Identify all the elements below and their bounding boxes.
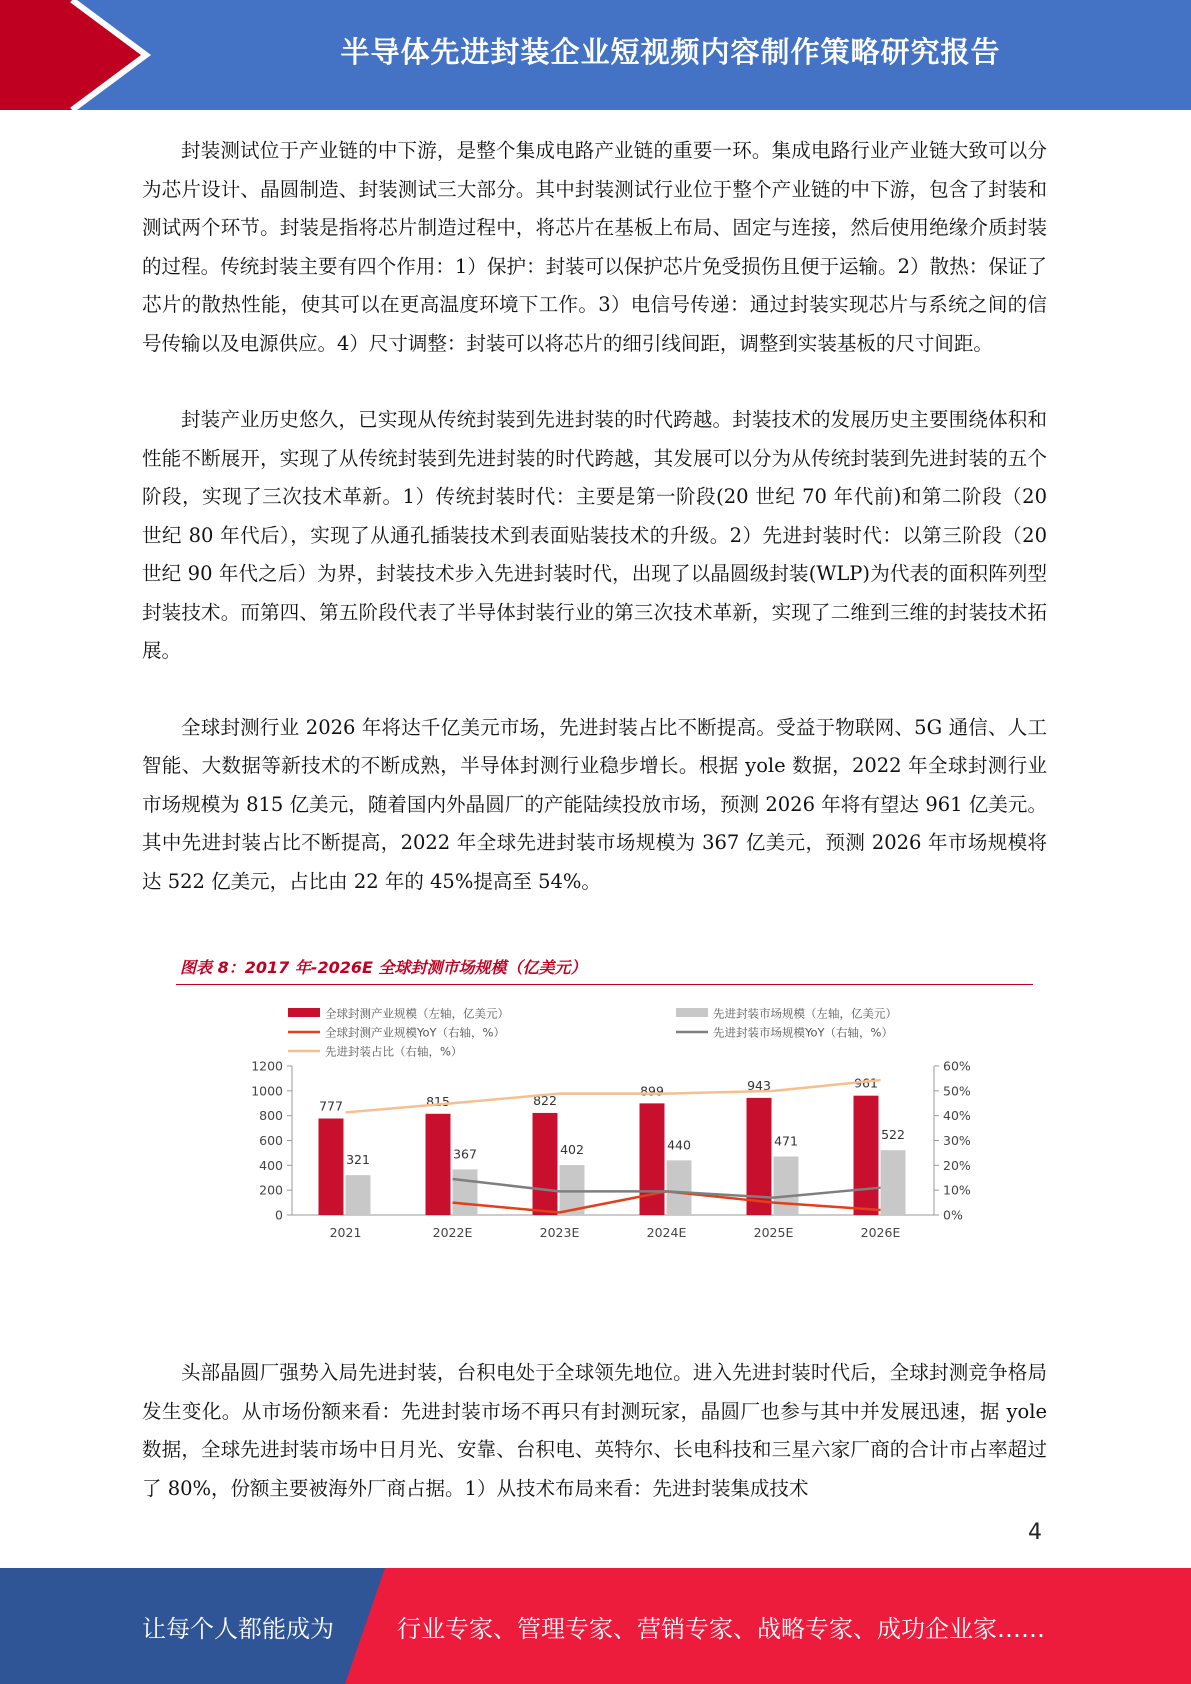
figure-market-size bbox=[176, 955, 1036, 1285]
left-tick-label: 1200 bbox=[251, 1058, 283, 1074]
bar-value-label: 943 bbox=[747, 1077, 771, 1093]
market-size-chart bbox=[176, 991, 1036, 1283]
right-tick-label: 20% bbox=[943, 1157, 971, 1173]
right-tick-label: 0% bbox=[943, 1207, 963, 1223]
footer-slogan-left: 让每个人都能成为 bbox=[142, 1614, 334, 1643]
paragraph-1: 封装测试位于产业链的中下游，是整个集成电路产业链的重要一环。集成电路行业产业链大致可以分为芯片设计、晶圆制造、封装测试三大部分。其中封装测试行业位于整个产业链的中下游，包含了封装和测试两个环节。封装是指将芯片制造过程中，将芯片在基板上布局、固定与连接，然后使用绝缘介质封装的过程。传统封装主要有四个作用：1）保护：封装可以保护芯片免受损伤且便于运输。2）散热：保证了芯片的散热性能，使其可以在更高温度环境下工作。3）电信号传递：通过封装实现芯片与系统之间的信号传输以及电源供应。4）尺寸调整：封装可以将芯片的细引线间距，调整到实装基板的尺寸间距。 bbox=[142, 139, 1047, 355]
paragraph-3: 全球封测行业 2026 年将达千亿美元市场，先进封装占比不断提高。受益于物联网、5G 通信、人工智能、大数据等新技术的不断成熟，半导体封测行业稳步增长。根据 yole 数据，2022 年全球封测行业市场规模为 815 亿美元，随着国内外晶圆厂的产能陆续投放市场，预测 2026 年将有望达 961 亿美元。其中先进封装占比不断提高，2022 年全球先进封装市场规模为 367 亿美元，预测 2026 年市场规模将达 522 亿美元，占比由 22 年的 45%提高至 54%。 bbox=[142, 715, 1047, 893]
bar-value-label: 440 bbox=[667, 1137, 691, 1153]
bar-advanced-2025E bbox=[774, 1157, 799, 1215]
bar-advanced-2024E bbox=[667, 1160, 692, 1215]
x-tick-label: 2021 bbox=[329, 1225, 362, 1240]
bar-total-2026E bbox=[854, 1096, 879, 1215]
right-tick-label: 40% bbox=[943, 1108, 971, 1124]
report-body-continued bbox=[142, 1354, 1047, 1508]
right-tick-label: 60% bbox=[943, 1058, 971, 1074]
bar-total-2022E bbox=[426, 1114, 451, 1215]
x-tick-label: 2025E bbox=[753, 1225, 794, 1240]
right-tick-label: 10% bbox=[943, 1182, 971, 1198]
x-tick-label: 2022E bbox=[432, 1225, 473, 1240]
legend-label-5: 先进封装占比（右轴，%） bbox=[325, 1044, 463, 1059]
bar-advanced-2022E bbox=[453, 1169, 478, 1215]
x-tick-label: 2024E bbox=[646, 1225, 687, 1240]
left-tick-label: 800 bbox=[259, 1108, 283, 1124]
left-tick-label: 400 bbox=[259, 1157, 283, 1173]
legend-swatch-1 bbox=[288, 1008, 320, 1017]
left-tick-label: 1000 bbox=[251, 1083, 283, 1099]
right-tick-label: 50% bbox=[943, 1083, 971, 1099]
bar-value-label: 777 bbox=[319, 1098, 343, 1114]
bar-value-label: 822 bbox=[533, 1092, 557, 1108]
legend-label-4: 先进封装市场规模YoY（右轴，%） bbox=[713, 1025, 893, 1040]
figure-title: 图表 8：2017 年-2026E 全球封测市场规模（亿美元） bbox=[180, 958, 587, 977]
bar-total-2023E bbox=[533, 1113, 558, 1215]
bar-value-label: 899 bbox=[640, 1083, 664, 1099]
x-tick-label: 2023E bbox=[539, 1225, 580, 1240]
bar-advanced-2026E bbox=[881, 1150, 906, 1215]
x-tick-label: 2026E bbox=[860, 1225, 901, 1240]
page-number: 4 bbox=[1028, 1520, 1042, 1545]
report-body bbox=[142, 132, 1047, 939]
page-footer bbox=[0, 1568, 1191, 1684]
paragraph-4: 头部晶圆厂强势入局先进封装，台积电处于全球领先地位。进入先进封装时代后，全球封测竞争格局发生变化。从市场份额来看：先进封装市场不再只有封测玩家，晶圆厂也参与其中并发展迅速，据 yole 数据，全球先进封装市场中日月光、安靠、台积电、英特尔、长电科技和三星六家厂商的合计市占率超过了 80%，份额主要被海外厂商占据。1）从技术布局来看：先进封装集成技术 bbox=[142, 1361, 1047, 1500]
bar-value-label: 522 bbox=[881, 1127, 905, 1143]
bar-value-label: 815 bbox=[426, 1093, 450, 1109]
bar-total-2021 bbox=[319, 1119, 344, 1215]
footer-slogan-right: 行业专家、管理专家、营销专家、战略专家、成功企业家…… bbox=[397, 1614, 1045, 1643]
legend-label-2: 先进封装市场规模（左轴，亿美元） bbox=[713, 1006, 897, 1021]
left-tick-label: 200 bbox=[259, 1182, 283, 1198]
header-arrow-decoration bbox=[0, 0, 160, 110]
legend-label-1: 全球封测产业规模（左轴，亿美元） bbox=[325, 1006, 509, 1021]
bar-value-label: 367 bbox=[453, 1146, 477, 1162]
left-tick-label: 0 bbox=[275, 1207, 283, 1223]
bar-advanced-2021 bbox=[346, 1175, 371, 1215]
bar-value-label: 961 bbox=[854, 1075, 878, 1091]
bar-value-label: 321 bbox=[346, 1152, 370, 1168]
report-title: 半导体先进封装企业短视频内容制作策略研究报告 bbox=[340, 34, 1001, 69]
paragraph-2: 封装产业历史悠久，已实现从传统封装到先进封装的时代跨越。封装技术的发展历史主要围绕体积和性能不断展开，实现了从传统封装到先进封装的时代跨越，其发展可以分为从传统封装到先进封装的五个阶段，实现了三次技术革新。1）传统封装时代：主要是第一阶段(20 世纪 70 年代前)和第二阶段（20 世纪 80 年代后），实现了从通孔插装技术到表面贴装技术的升级。2）先进封装时代：以第三阶段（20 世纪 90 年代之后）为界，封装技术步入先进封装时代，出现了以晶圆级封装(WLP)为代表的面积阵列型封装技术。而第四、第五阶段代表了半导体封装行业的第三次技术革新，实现了二维到三维的封装技术拓展。 bbox=[142, 408, 1047, 662]
left-tick-label: 600 bbox=[259, 1133, 283, 1148]
legend-swatch-2 bbox=[676, 1008, 708, 1017]
right-tick-label: 30% bbox=[943, 1133, 971, 1148]
bar-total-2024E bbox=[640, 1103, 665, 1215]
figure-title-rule bbox=[176, 984, 1033, 985]
legend-label-3: 全球封测产业规模YoY（右轴，%） bbox=[325, 1025, 505, 1040]
bar-value-label: 402 bbox=[560, 1142, 584, 1158]
bar-value-label: 471 bbox=[774, 1133, 798, 1149]
page-header bbox=[0, 0, 1191, 110]
